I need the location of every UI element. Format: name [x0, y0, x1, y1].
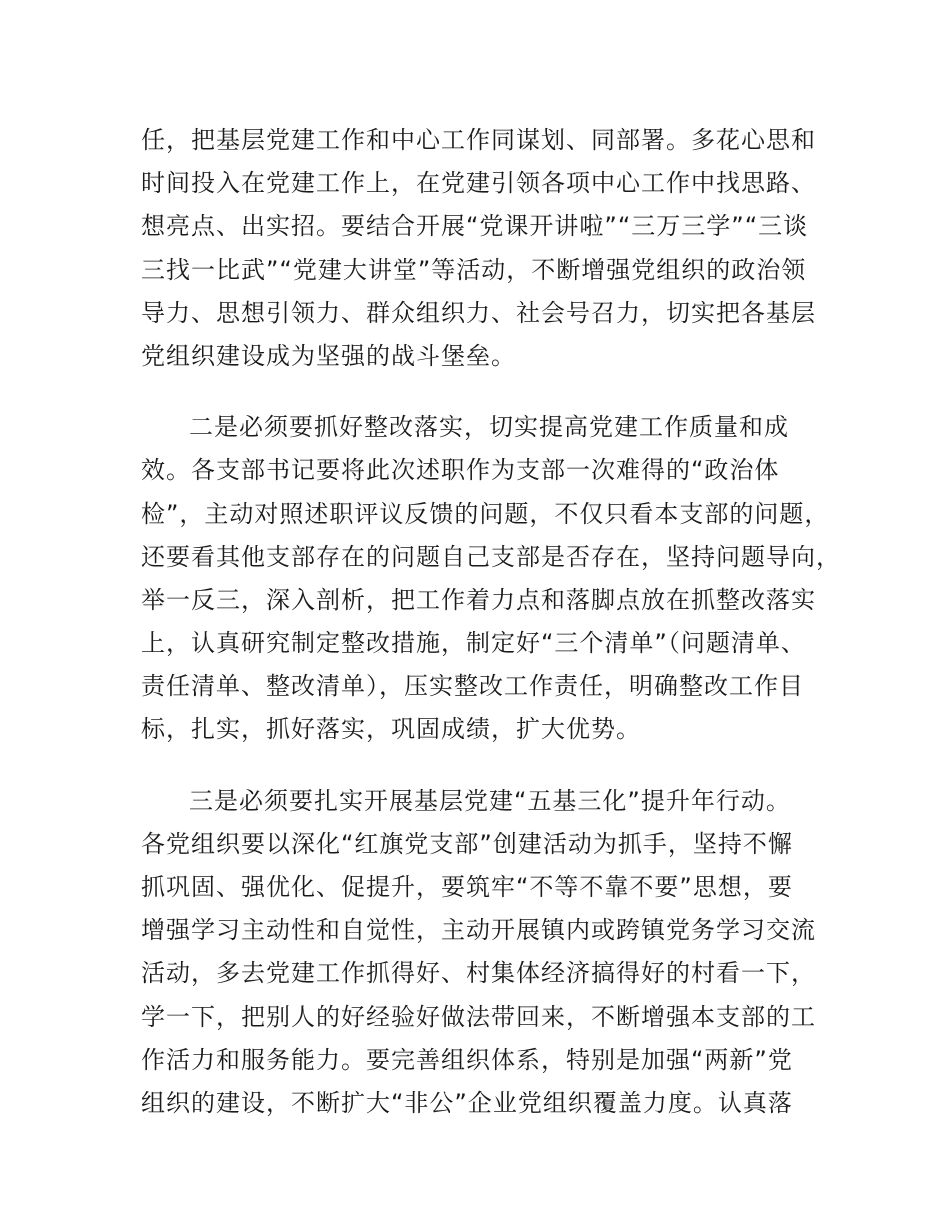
- text-line: 活动，多去党建工作抓得好、村集体经济搞得好的村看一下，: [141, 959, 816, 988]
- text-line: 时间投入在党建工作上，在党建引领各项中心工作中找思路、: [141, 169, 816, 198]
- text-line: 想亮点、出实招。要结合开展“党课开讲啦”“三万三学”“三谈: [141, 212, 809, 241]
- text-line: 学一下，把别人的好经验好做法带回来，不断增强本支部的工: [141, 1002, 816, 1031]
- text-line: 抓巩固、强优化、促提升，要筑牢“不等不靠不要”思想，要: [141, 873, 793, 901]
- text-line: 三是必须要扎实开展基层党建“五基三化”提升年行动。: [189, 786, 791, 815]
- text-line: 检”，主动对照述职评议反馈的问题，不仅只看本支部的问题，: [141, 499, 830, 528]
- paragraph-gap: [141, 378, 841, 406]
- text-line: 还要看其他支部存在的问题自己支部是否存在，坚持问题导向，: [141, 542, 841, 571]
- paragraph-2: [141, 406, 841, 752]
- text-line: 责任清单、整改清单），压实整改工作责任，明确整改工作目: [141, 672, 804, 701]
- paragraph-1: [141, 119, 841, 378]
- text-line: 举一反三，深入剖析，把工作着力点和落脚点放在抓整改落实: [141, 585, 816, 614]
- text-line: 标，扎实，抓好落实，巩固成绩，扩大优势。: [141, 715, 641, 744]
- text-line: 组织的建设，不断扩大“非公”企业党组织覆盖力度。认真落: [141, 1088, 793, 1117]
- text-line: 效。各支部书记要将此次述职作为支部一次难得的“政治体: [141, 456, 780, 485]
- text-line: 各党组织要以深化“红旗党支部”创建活动为抓手，坚持不懈: [141, 829, 793, 858]
- text-line: 上，认真研究制定整改措施，制定好“三个清单”（问题清单、: [141, 629, 806, 658]
- text-line: 三找一比武”“党建大讲堂”等活动，不断增强党组织的政治领: [141, 255, 807, 284]
- text-line: 二是必须要抓好整改落实，切实提高党建工作质量和成: [189, 413, 789, 442]
- paragraph-3: [141, 780, 841, 1126]
- text-line: 增强学习主动性和自觉性，主动开展镇内或跨镇党务学习交流: [141, 916, 816, 945]
- document-body: [141, 119, 841, 1125]
- text-line: 任，把基层党建工作和中心工作同谋划、同部署。多花心思和: [141, 126, 816, 154]
- text-line: 导力、思想引领力、群众组织力、社会号召力，切实把各基层: [141, 298, 816, 327]
- paragraph-gap: [141, 752, 841, 780]
- text-line: 作活力和服务能力。要完善组织体系，特别是加强“两新”党: [141, 1045, 793, 1074]
- text-line: 党组织建设成为坚强的战斗堡垒。: [141, 341, 516, 370]
